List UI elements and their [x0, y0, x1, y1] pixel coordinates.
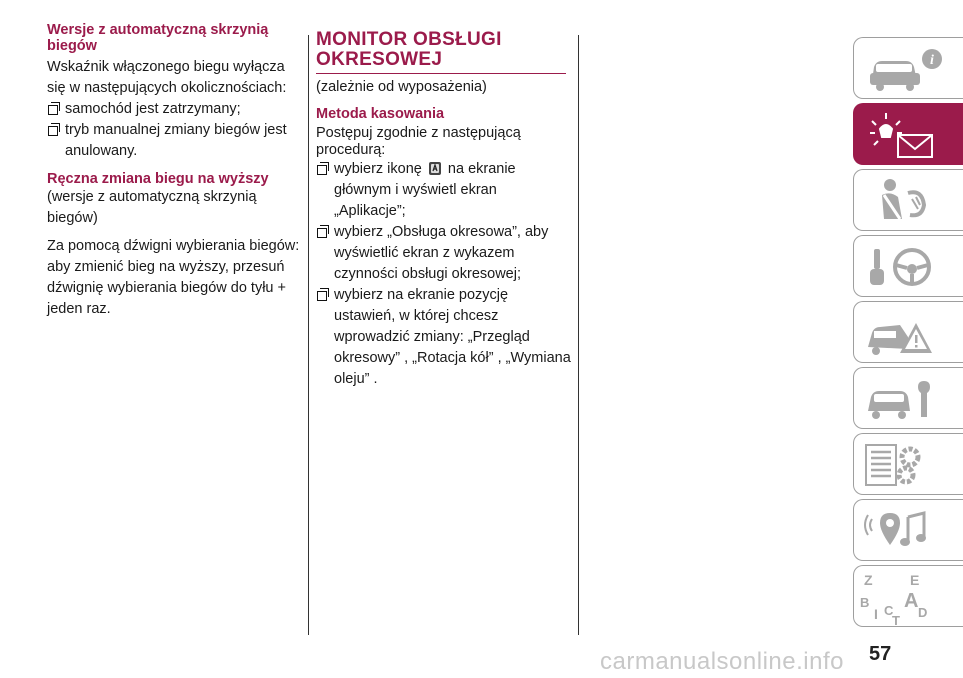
list-item: samochód jest zatrzymany;	[47, 99, 302, 120]
svg-text:C: C	[884, 603, 894, 618]
list-item: wybierz na ekranie pozycję ustawień, w której chcesz wprowadzić zmiany: „Przegląd okresowy” , „Rotacja kół” , „Wymiana oleju” .	[316, 285, 571, 390]
list-item: wybierz ikonę na ekranie głównym i wyświetl ekran „Aplikacje”;	[316, 159, 571, 222]
tab-warning-lights[interactable]	[853, 103, 963, 165]
apps-icon	[428, 161, 442, 176]
note-text: (zależnie od wyposażenia)	[316, 79, 487, 95]
intro-text: Postępuj zgodnie z następującą procedurą:	[316, 125, 521, 158]
checkbox-bullet-icon	[48, 103, 60, 115]
checkbox-bullet-icon	[317, 289, 329, 301]
svg-text:D: D	[918, 605, 928, 620]
paragraph-text: Za pomocą dźwigni wybierania biegów: aby zmienić bieg na wyższy, przesuń dźwignię wybierania biegów do tyłu + jeden raz.	[47, 238, 300, 317]
tab-starting-driving[interactable]	[853, 235, 963, 297]
multimedia-navigation-icon	[862, 505, 952, 557]
svg-text:i: i	[930, 53, 934, 68]
key-steering-wheel-icon	[862, 241, 952, 293]
column-divider	[578, 35, 579, 635]
seatbelt-airbag-icon	[862, 175, 952, 227]
tab-technical-data[interactable]	[853, 433, 963, 495]
page-number: 57	[869, 643, 892, 665]
right-column	[316, 30, 571, 390]
svg-text:B: B	[860, 595, 870, 610]
svg-text:T: T	[892, 613, 900, 628]
column-divider	[308, 35, 309, 635]
svg-text:I: I	[874, 606, 878, 622]
tab-emergency[interactable]	[853, 301, 963, 363]
alphabetical-index-icon	[860, 571, 952, 628]
tab-index[interactable]	[853, 565, 963, 627]
section-heading-automatic: Wersje z automatyczną skrzynią biegów	[47, 22, 269, 54]
car-breakdown-warning-icon	[862, 307, 952, 359]
car-maintenance-wrench-icon	[862, 373, 952, 425]
note-text: (wersje z automatyczną skrzynią biegów)	[47, 189, 257, 226]
svg-text:Z: Z	[864, 572, 873, 588]
technical-data-gears-icon	[862, 439, 952, 491]
intro-text: Wskaźnik włączonego biegu wyłącza się w następujących okolicznościach:	[47, 59, 287, 96]
checkbox-bullet-icon	[317, 163, 329, 175]
section-heading-upshift: Ręczna zmiana biegu na wyższy	[47, 171, 269, 187]
list-item: tryb manualnej zmiany biegów jest anulowany.	[47, 120, 302, 162]
tab-safety[interactable]	[853, 169, 963, 231]
warning-light-message-icon	[862, 109, 952, 161]
list-item: wybierz „Obsługa okresowa”, aby wyświetlić ekran z wykazem czynności obsługi okresowej;	[316, 222, 571, 285]
section-heading-reset: Metoda kasowania	[316, 106, 445, 122]
left-column	[47, 22, 302, 320]
watermark-text: carmanualsonline.info	[600, 648, 844, 675]
checkbox-bullet-icon	[48, 124, 60, 136]
tab-car-info[interactable]	[853, 37, 963, 99]
svg-text:E: E	[910, 572, 920, 588]
car-info-icon	[862, 43, 952, 95]
svg-text:A: A	[904, 590, 919, 612]
tab-multimedia[interactable]	[853, 499, 963, 561]
tab-servicing[interactable]	[853, 367, 963, 429]
page-title: MONITOR OBSŁUGI OKRESOWEJ	[316, 30, 566, 74]
checkbox-bullet-icon	[317, 226, 329, 238]
